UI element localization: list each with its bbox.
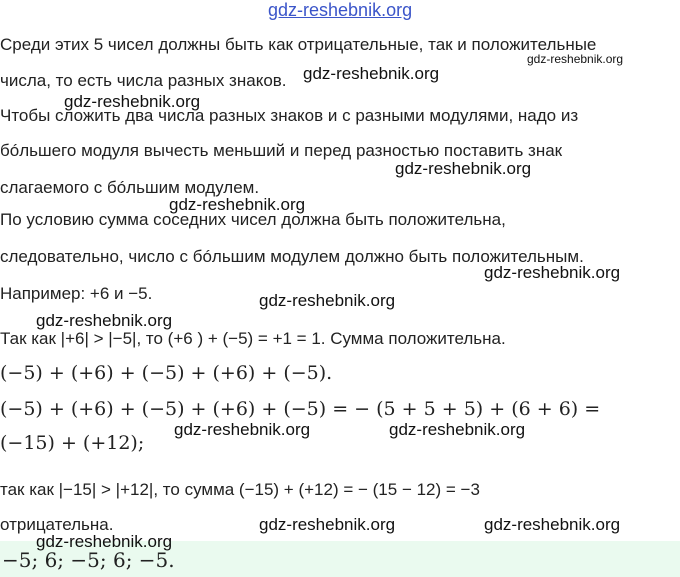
watermark: gdz-reshebnik.org	[36, 311, 173, 330]
text-line: числа, то есть числа разных знаков.	[0, 71, 287, 90]
answer-text: −5; 6; −5; 6; −5.	[2, 548, 175, 572]
text-line: Например: +6 и −5.	[0, 284, 153, 303]
text-line: По условию сумма соседних чисел должна быть положительна,	[0, 210, 506, 229]
text-line: бóльшего модуля вычесть меньший и перед разностью поставить знак	[0, 141, 563, 160]
text-line: так как |−15| > |+12|, то сумма (−15) + (+12) = − (15 − 12) = −3	[0, 480, 480, 499]
text-line: Среди этих 5 чисел должны быть как отрицательные, так и положительные	[0, 35, 597, 54]
watermark: gdz-reshebnik.org	[484, 515, 621, 534]
watermark: gdz-reshebnik.org	[303, 64, 440, 83]
text-line: Так как |+6| > |−5|, то (+6 ) + (−5) = +1 = 1. Сумма положительна.	[0, 329, 506, 348]
watermark: gdz-reshebnik.org	[484, 263, 621, 282]
text-line: отрицательна.	[0, 515, 114, 534]
text-line: Чтобы сложить два числа разных знаков и с разными модулями, надо из	[0, 106, 579, 125]
math-line: (−5) + (+6) + (−5) + (+6) + (−5).	[0, 362, 333, 384]
watermark: gdz-reshebnik.org	[36, 532, 173, 551]
math-line: (−15) + (+12);	[0, 432, 145, 454]
watermark: gdz-reshebnik.org	[259, 291, 396, 310]
watermark: gdz-reshebnik.org	[169, 195, 306, 214]
watermark: gdz-reshebnik.org	[259, 515, 396, 534]
watermark: gdz-reshebnik.org	[389, 420, 526, 439]
watermark-top-link[interactable]: gdz-reshebnik.org	[268, 0, 413, 20]
watermark: gdz-reshebnik.org	[64, 92, 201, 111]
watermark: gdz-reshebnik.org	[395, 159, 532, 178]
text-line: слагаемого с бóльшим модулем.	[0, 178, 260, 197]
watermark: gdz-reshebnik.org	[527, 52, 624, 66]
text-line: следовательно, число с бóльшим модулем должно быть положительным.	[0, 247, 584, 266]
math-line: (−5) + (+6) + (−5) + (+6) + (−5) = − (5 + 5 + 5) + (6 + 6) =	[0, 398, 601, 420]
watermark: gdz-reshebnik.org	[174, 420, 311, 439]
